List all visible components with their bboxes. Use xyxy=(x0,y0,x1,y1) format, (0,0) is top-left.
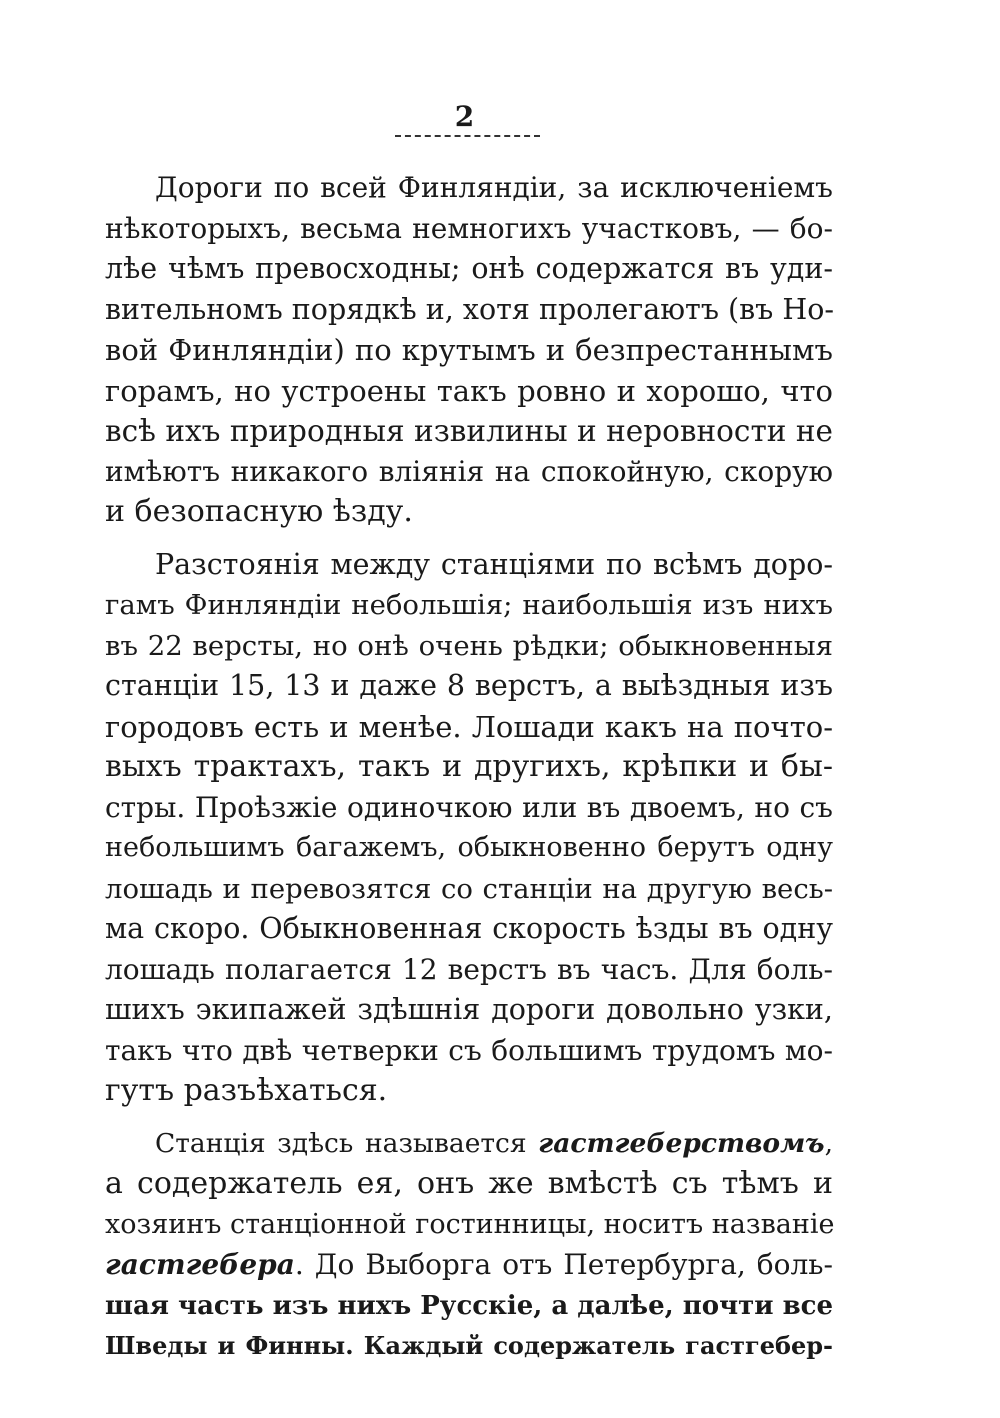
term-gastgeberstvo: гастгеберствомъ xyxy=(538,1127,825,1159)
text-line: городовъ есть и менѣе. Лошади какъ на почто- xyxy=(105,709,833,744)
text-line: шихъ экипажей здѣшнія дороги довольно узки, xyxy=(105,993,833,1026)
paragraph-3 xyxy=(105,1124,833,1367)
text-span: Станція здѣсь называется xyxy=(155,1127,539,1159)
text-line: ма скоро. Обыкновенная скорость ѣзды въ одну xyxy=(105,912,833,945)
text-line: и безопасную ѣзду. xyxy=(105,494,413,529)
text-line xyxy=(105,1245,833,1286)
text-line: вительномъ порядкѣ и, хотя пролегаютъ (въ Но- xyxy=(105,292,835,326)
text-line: имѣютъ никакого вліянія на спокойную, скорую xyxy=(105,454,833,488)
page-number: 2 xyxy=(454,100,476,133)
text-line xyxy=(105,1124,833,1165)
text-line: станціи 15, 13 и даже 8 верстъ, а выѣздныя изъ xyxy=(105,669,833,702)
text-span: , xyxy=(824,1127,833,1159)
text-line: шая часть изъ нихъ Русскіе, а далѣе, почти все xyxy=(105,1290,834,1321)
text-line: горамъ, но устроены такъ ровно и хорошо, что xyxy=(105,373,833,408)
text-line: Шведы и Финны. Каждый содержатель гастгебер- xyxy=(105,1331,833,1360)
text-line: Разстоянія между станціями по всѣмъ доро- xyxy=(155,547,833,581)
text-line: небольшимъ багажемъ, обыкновенно берутъ одну xyxy=(105,832,833,863)
text-line: лошадь полагается 12 верстъ въ часъ. Для боль- xyxy=(105,952,833,986)
paragraph-2 xyxy=(105,545,833,1112)
text-line: въ 22 версты, но онѣ очень рѣдки; обыкновенныя xyxy=(105,629,833,662)
text-line: а содержатель ея, онъ же вмѣстѣ съ тѣмъ и xyxy=(105,1166,833,1201)
text-line: гутъ разъѣхаться. xyxy=(105,1073,388,1108)
text-line: стры. Проѣзжіе одиночкою или въ двоемъ, но съ xyxy=(105,790,833,824)
paragraph-1 xyxy=(105,168,833,533)
term-gastgeber: гастгебера xyxy=(105,1248,295,1281)
header-rule xyxy=(395,135,540,137)
text-line: всѣ ихъ природныя извилины и неровности не xyxy=(105,414,833,448)
text-line: выхъ трактахъ, такъ и другихъ, крѣпки и бы- xyxy=(105,749,833,784)
text-line: лошадь и перевозятся со станціи на другую весь- xyxy=(105,872,833,905)
text-line: нѣкоторыхъ, весьма немногихъ участковъ, — бо- xyxy=(105,211,833,245)
text-line: Дороги по всей Финляндіи, за исключеніемъ xyxy=(155,171,833,204)
body-text xyxy=(105,168,833,1367)
text-line: гамъ Финляндіи небольшія; наибольшія изъ нихъ xyxy=(105,589,833,621)
text-span: . До Выборга отъ Петербурга, боль- xyxy=(294,1248,833,1281)
text-line: вой Финляндіи) по крутымъ и безпрестаннымъ xyxy=(105,333,833,367)
text-line: лѣе чѣмъ превосходны; онѣ содержатся въ уди- xyxy=(105,252,833,285)
text-line: такъ что двѣ четверки съ большимъ трудомъ мо- xyxy=(105,1033,833,1067)
paragraph-gap xyxy=(105,533,833,545)
paragraph-gap xyxy=(105,1112,833,1124)
text-line: хозяинъ станціонной гостинницы, носитъ названіе xyxy=(105,1208,835,1240)
